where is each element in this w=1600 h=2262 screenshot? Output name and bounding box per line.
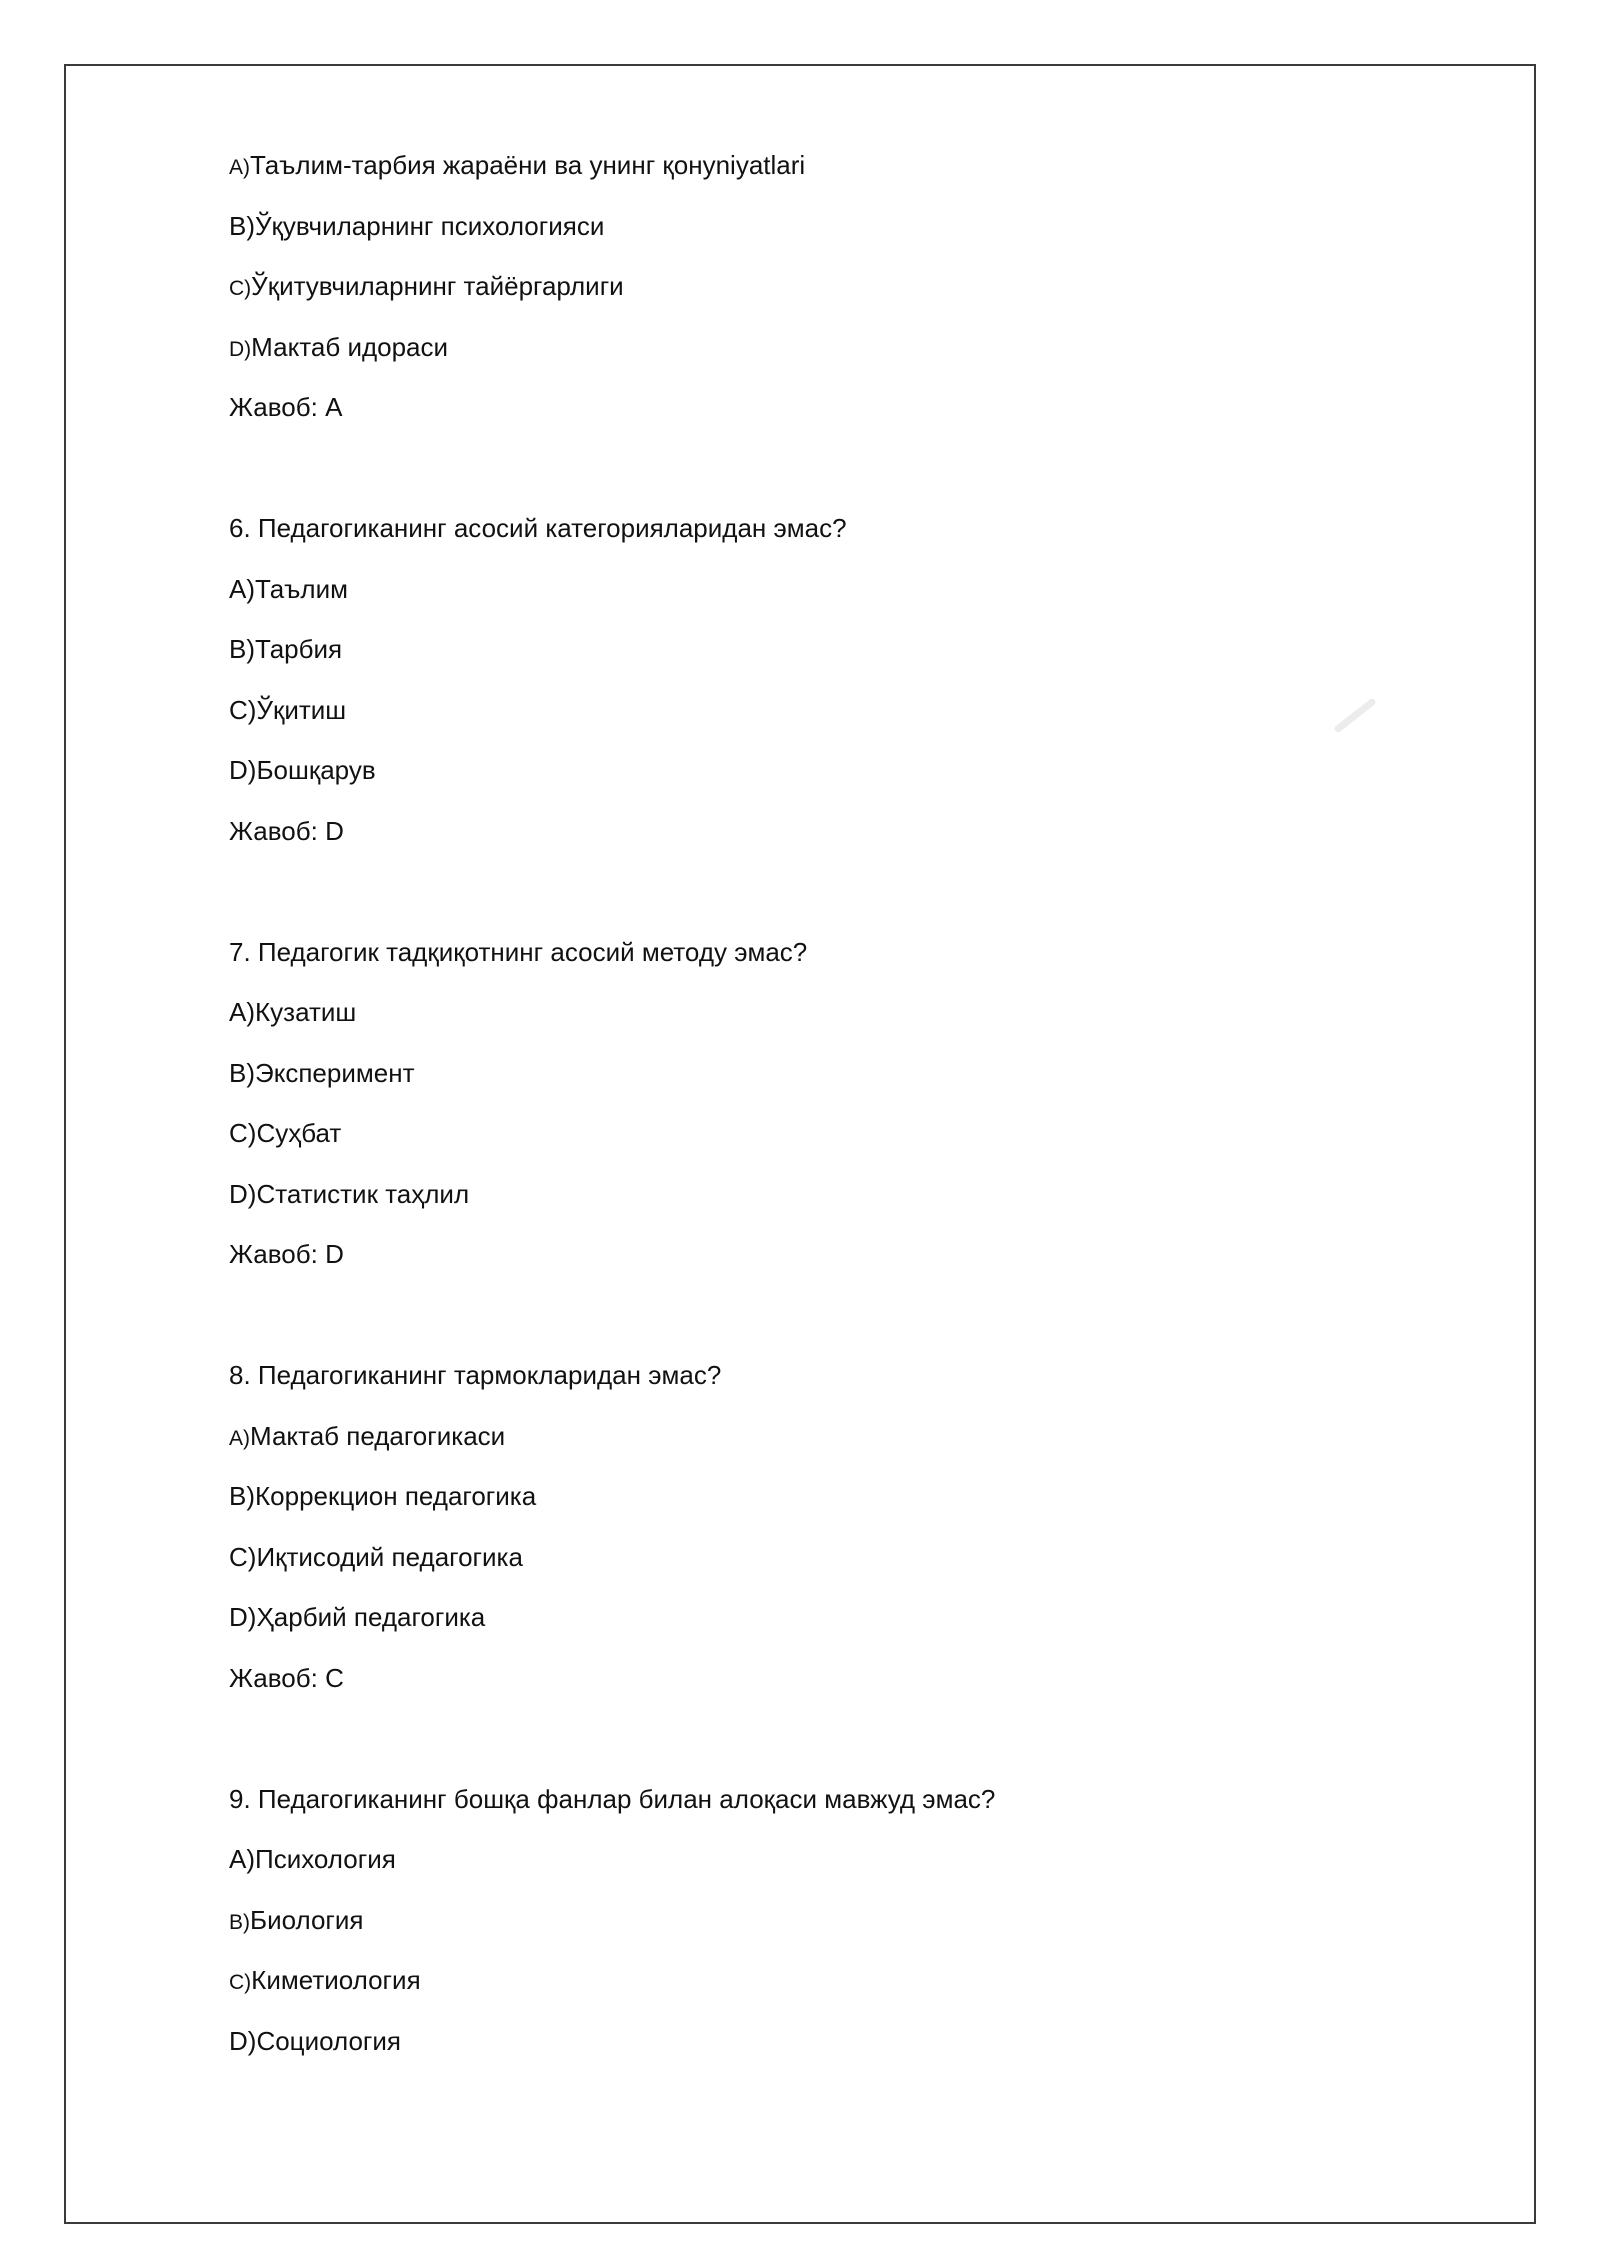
line-text: Жавоб: D <box>229 1239 344 1269</box>
option-line <box>229 1179 1429 1209</box>
option-line <box>229 271 1429 301</box>
option-line <box>229 997 1429 1027</box>
line-text: Мактаб педагогикаси <box>250 1420 506 1451</box>
question-text <box>229 513 1429 543</box>
option-letter: B) <box>229 210 255 241</box>
line-text: Эксперимент <box>255 1057 415 1088</box>
answer-line <box>229 1663 1429 1693</box>
option-letter: A) <box>229 573 255 604</box>
line-text: Ҳарбий педагогика <box>256 1602 486 1632</box>
option-line <box>229 574 1429 604</box>
line-text: Иқтисодий педагогика <box>256 1541 523 1572</box>
option-letter: C) <box>229 1118 257 1148</box>
option-letter: B) <box>229 634 255 664</box>
option-letter: C) <box>229 694 257 725</box>
option-line <box>229 695 1429 725</box>
option-line <box>229 1118 1429 1148</box>
option-letter: A) <box>229 1844 255 1874</box>
option-line <box>229 1844 1429 1874</box>
line-text: Жавоб: C <box>229 1662 344 1693</box>
line-text: Ўқитувчиларнинг тайёргарлиги <box>251 271 624 301</box>
line-text: Социология <box>256 2025 401 2056</box>
line-text: Жавоб: A <box>229 392 343 422</box>
question-text <box>229 937 1429 967</box>
document-body <box>229 150 1429 2056</box>
line-text: Ўқувчиларнинг психологияси <box>255 210 605 241</box>
option-letter: B) <box>229 1481 255 1511</box>
line-text: Мактаб идораси <box>251 331 449 362</box>
line-text: Ўқитиш <box>256 694 347 725</box>
line-text: Киметиология <box>251 1965 421 1995</box>
option-letter: D) <box>229 755 257 785</box>
line-text: Биология <box>250 1904 364 1935</box>
option-letter: D) <box>229 1178 257 1209</box>
option-line <box>229 1058 1429 1088</box>
answer-line <box>229 816 1429 846</box>
option-letter: B) <box>229 1910 250 1934</box>
option-line <box>229 1481 1429 1511</box>
question-text <box>229 1784 1429 1814</box>
line-text: Тарбия <box>255 634 343 664</box>
line-text: Коррекцион педагогика <box>255 1481 537 1511</box>
line-text: Суҳбат <box>256 1118 342 1148</box>
line-text: Кузатиш <box>255 997 357 1027</box>
option-line <box>229 634 1429 664</box>
option-letter: B) <box>229 1057 255 1088</box>
option-letter: D) <box>229 2025 257 2056</box>
option-letter: C) <box>229 1541 257 1572</box>
option-letter: D) <box>229 1602 257 1632</box>
option-line <box>229 150 1429 180</box>
line-text: Бошқарув <box>256 755 376 785</box>
option-line <box>229 332 1429 362</box>
option-line <box>229 2026 1429 2056</box>
line-text: Статистик таҳлил <box>256 1178 470 1209</box>
line-text: Таълим-тарбия жараёни ва унинг қонуniyatlari <box>250 150 806 180</box>
option-letter: D) <box>229 337 252 361</box>
option-line <box>229 1905 1429 1935</box>
option-letter: A) <box>229 997 255 1027</box>
line-text: Психология <box>255 1844 396 1874</box>
answer-line <box>229 392 1429 422</box>
option-letter: A) <box>229 1426 250 1450</box>
option-line <box>229 1542 1429 1572</box>
line-text: 8. Педагогиканинг тармокларидан эмас? <box>229 1360 722 1390</box>
option-line <box>229 755 1429 785</box>
line-text: 9. Педагогиканинг бошқа фанлар билан алоқаси мавжуд эмас? <box>229 1783 996 1814</box>
option-letter: C) <box>229 1971 252 1994</box>
option-line <box>229 211 1429 241</box>
option-line <box>229 1602 1429 1632</box>
line-text: Таълим <box>255 573 348 604</box>
line-text: Жавоб: D <box>229 815 344 846</box>
line-text: 6. Педагогиканинг асосий категорияларидан эмас? <box>229 513 847 543</box>
question-text <box>229 1360 1429 1390</box>
option-letter: A) <box>229 156 250 179</box>
option-line <box>229 1421 1429 1451</box>
answer-line <box>229 1239 1429 1269</box>
option-letter: C) <box>229 277 252 300</box>
option-line <box>229 1965 1429 1995</box>
line-text: 7. Педагогик тадқиқотнинг асосий методу эмас? <box>229 936 808 967</box>
